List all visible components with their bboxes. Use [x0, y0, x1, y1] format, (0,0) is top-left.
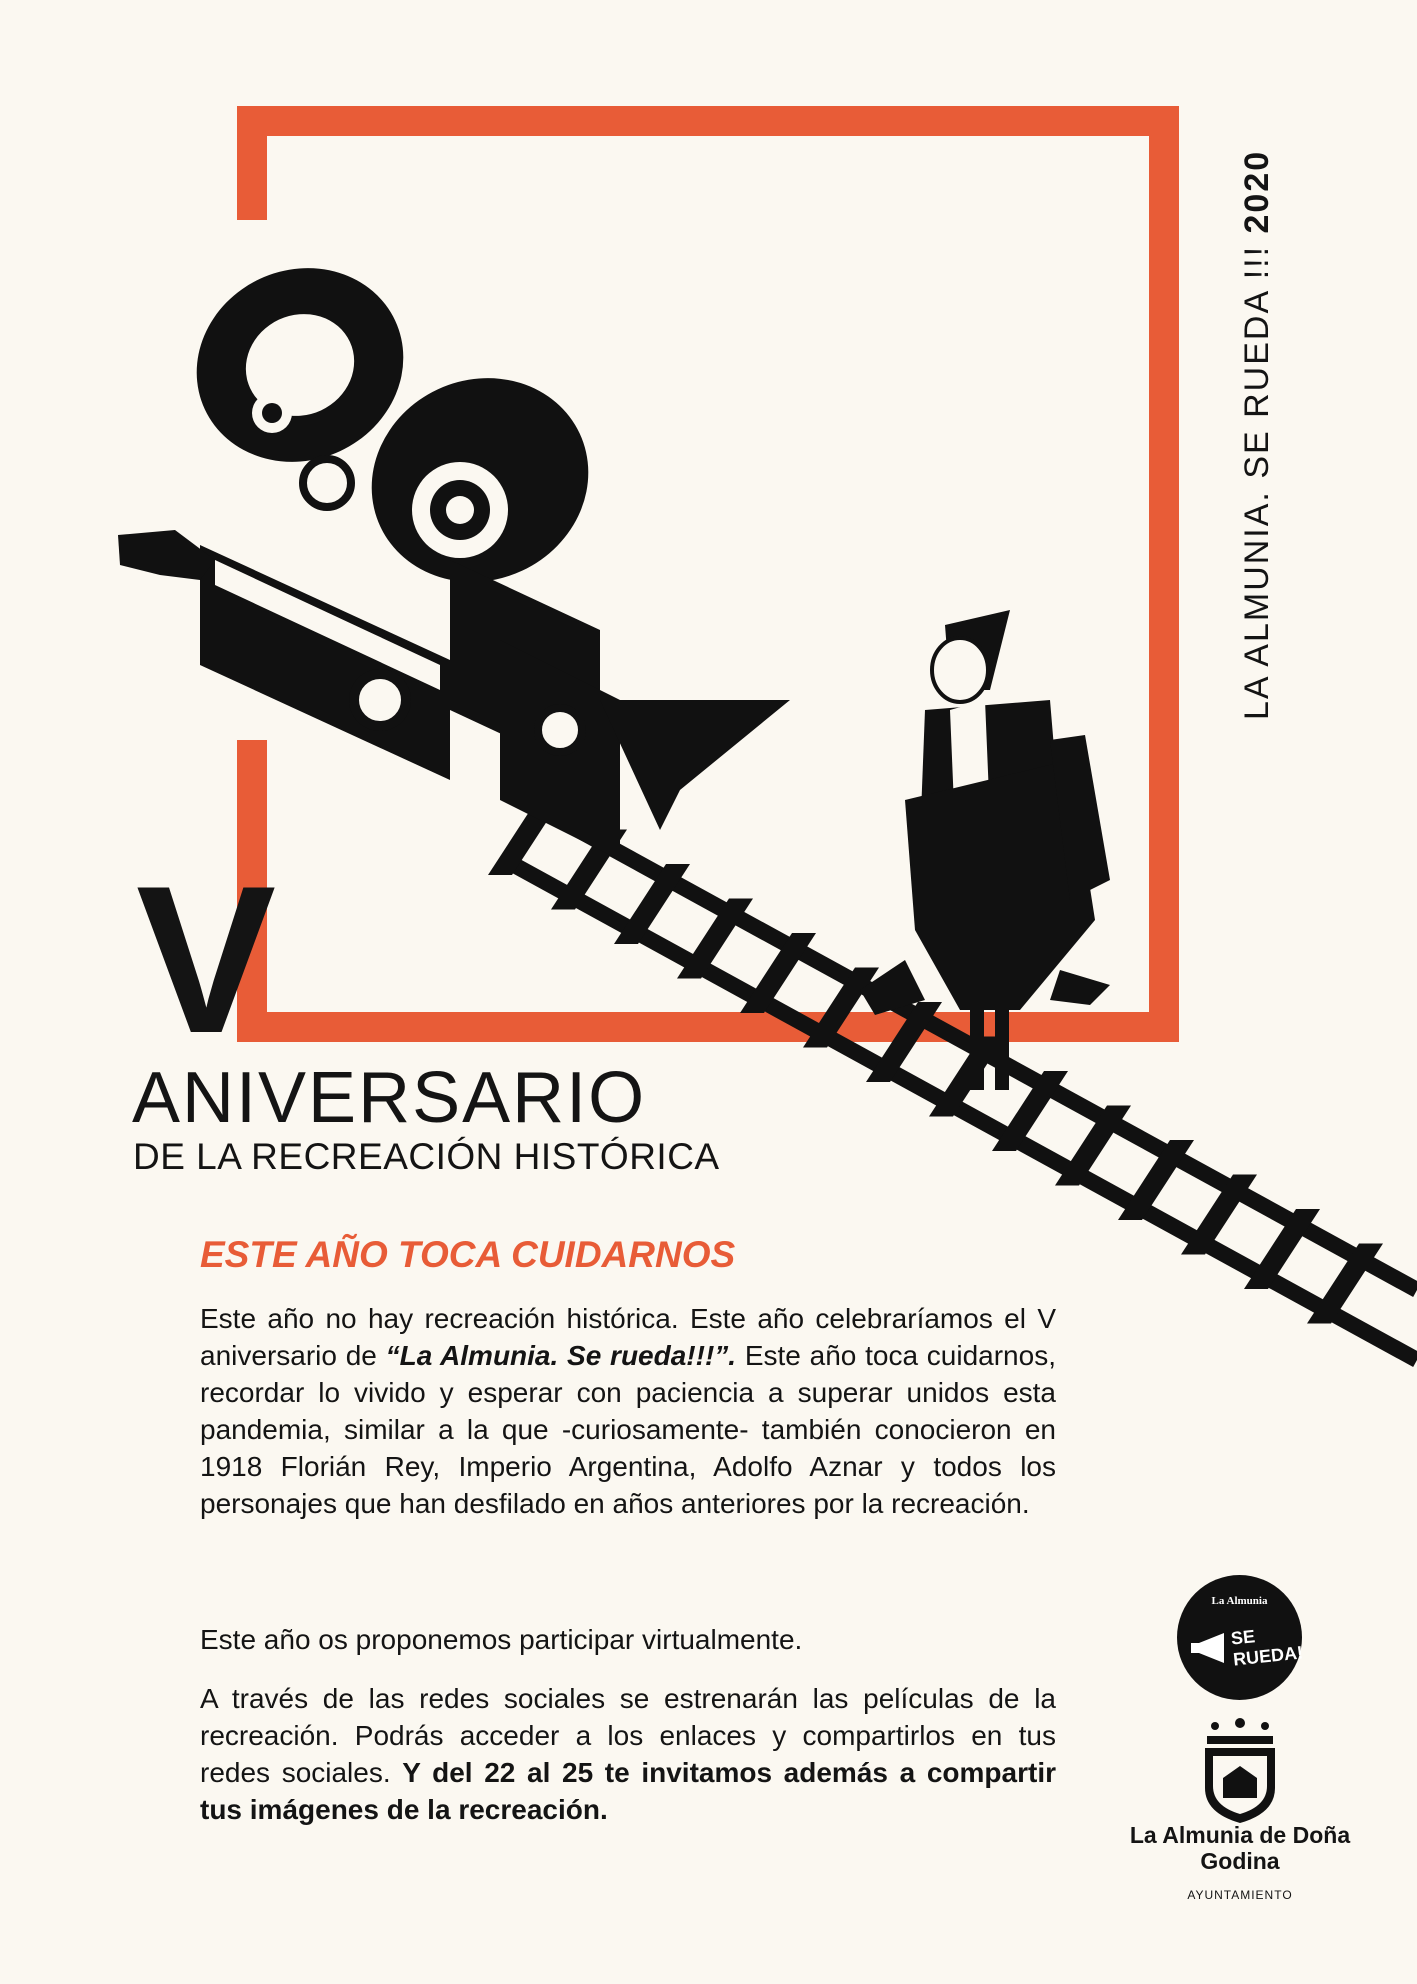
rider-on-donkey-icon	[860, 610, 1110, 1090]
body-paragraph-2: Este año os proponemos participar virtualmente.	[200, 1624, 803, 1655]
page-subtitle: DE LA RECREACIÓN HISTÓRICA	[133, 1136, 720, 1177]
body-paragraph-1	[200, 1300, 1056, 1522]
p3-text: A través de las redes sociales se estrenarán las películas de la recreación. Podrás acceder a los enlaces y compartirlos en tus redes sociales.	[200, 1683, 1056, 1788]
p1-text: Este año no hay recreación histórica. Este año celebraríamos el V aniversario de	[200, 1303, 1056, 1371]
roman-numeral: V	[136, 842, 277, 1077]
body-paragraph-3	[200, 1680, 1056, 1828]
municipality-name: La Almunia de Doña Godina	[1129, 1822, 1351, 1874]
headline: ESTE AÑO TOCA CUIDARNOS	[200, 1234, 736, 1275]
megaphone-icon	[1189, 1633, 1234, 1663]
p1-text-2: Este año toca cuidarnos, recordar lo vivido y esperar con paciencia a superar unidos esta pandemia, similar a la que -curiosamente- también conocieron en 1918 Florián Rey, Imperio Argentina, Adolfo Aznar y todos los personajes que han desfilado en años anteriores por la recreación.	[200, 1340, 1056, 1519]
p1-emphasis: “La Almunia. Se rueda!!!”.	[385, 1340, 737, 1371]
vertical-title-text: LA ALMUNIA. SE RUEDA !!!	[1238, 233, 1276, 720]
film-camera-icon	[118, 235, 790, 860]
p3-emphasis: Y del 22 al 25 te invitamos además a compartir tus imágenes de la recreación.	[200, 1757, 1056, 1825]
se-rueda-logo	[1177, 1575, 1302, 1700]
vertical-title-year: 2020	[1238, 149, 1276, 234]
vertical-title	[1238, 150, 1277, 720]
logo-top-text: La Almunia	[1211, 1595, 1268, 1607]
coat-of-arms-icon	[1195, 1718, 1285, 1838]
page-title: ANIVERSARIO	[132, 1058, 647, 1138]
municipality-subtitle: AYUNTAMIENTO	[1187, 1888, 1293, 1902]
logo-main-text: SE RUEDA!	[1229, 1626, 1304, 1670]
